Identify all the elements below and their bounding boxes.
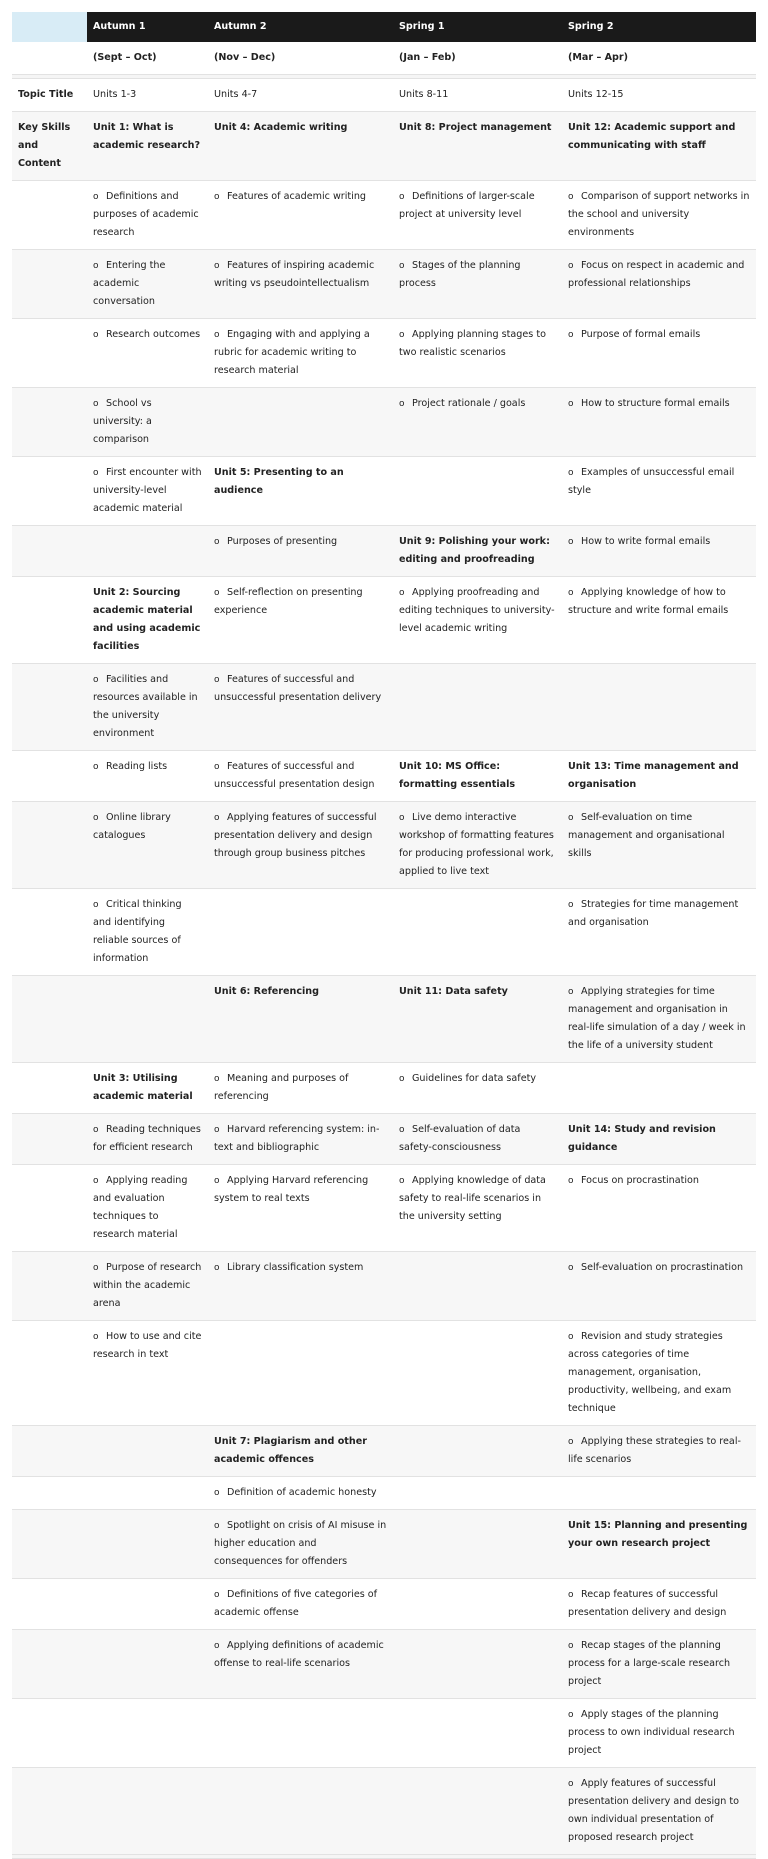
table-cell bbox=[87, 319, 208, 388]
bullet-icon: o bbox=[93, 192, 99, 202]
table-cell bbox=[393, 1477, 562, 1510]
table-row bbox=[12, 1579, 756, 1630]
table-cell bbox=[562, 1063, 756, 1114]
unit-heading: Unit 3: Utilising academic material bbox=[93, 1073, 193, 1102]
list-item-text: Recap features of successful presentation delivery and design bbox=[568, 1589, 727, 1618]
table-row bbox=[12, 112, 756, 181]
row-label-cell bbox=[12, 889, 87, 976]
bullet-icon: o bbox=[214, 1074, 220, 1084]
unit-heading: Unit 6: Referencing bbox=[214, 986, 320, 997]
table-cell bbox=[393, 976, 562, 1063]
table-cell bbox=[393, 577, 562, 664]
list-item-text: Applying definitions of academic offense to real-life scenarios bbox=[214, 1640, 384, 1669]
dates-autumn-2: (Nov – Dec) bbox=[208, 42, 393, 75]
list-item-text: Strategies for time management and organisation bbox=[568, 899, 739, 928]
table-cell bbox=[393, 1165, 562, 1252]
bullet-icon: o bbox=[399, 1176, 405, 1186]
table-row bbox=[12, 751, 756, 802]
bullet-icon: o bbox=[568, 1779, 574, 1789]
table-cell bbox=[208, 1768, 393, 1855]
bullet-icon: o bbox=[214, 813, 220, 823]
list-item-text: Live demo interactive workshop of formatting features for producing professional work, applied to live text bbox=[399, 812, 554, 877]
table-cell bbox=[208, 1321, 393, 1426]
term-dates-row bbox=[12, 42, 756, 75]
table-cell bbox=[208, 250, 393, 319]
table-row bbox=[12, 1063, 756, 1114]
table-cell bbox=[87, 802, 208, 889]
bullet-icon: o bbox=[214, 192, 220, 202]
key-skills-label: Key Skills and Content bbox=[12, 112, 87, 181]
bullet-icon: o bbox=[568, 1332, 574, 1342]
row-label-cell bbox=[12, 1114, 87, 1165]
bullet-icon: o bbox=[399, 399, 405, 409]
table-cell bbox=[87, 1699, 208, 1768]
bullet-icon: o bbox=[568, 1710, 574, 1720]
dates-spring-2: (Mar – Apr) bbox=[562, 42, 756, 75]
list-item-text: Reading lists bbox=[106, 761, 168, 772]
row-label-cell bbox=[12, 319, 87, 388]
table-row bbox=[12, 802, 756, 889]
list-item-text: Applying proofreading and editing techniques to university-level academic writing bbox=[399, 587, 555, 634]
bullet-icon: o bbox=[93, 1176, 99, 1186]
list-item-text: Applying reading and evaluation techniques to research material bbox=[93, 1175, 188, 1240]
table-cell bbox=[208, 1579, 393, 1630]
list-item-text: Purposes of presenting bbox=[227, 536, 338, 547]
list-item-text: Definitions of five categories of academic offense bbox=[214, 1589, 378, 1618]
bullet-icon: o bbox=[568, 813, 574, 823]
table-cell bbox=[562, 1768, 756, 1855]
row-label-cell bbox=[12, 1165, 87, 1252]
list-item-text: Applying Harvard referencing system to real texts bbox=[214, 1175, 369, 1204]
bullet-icon: o bbox=[568, 987, 574, 997]
table-row bbox=[12, 1477, 756, 1510]
row-label-cell bbox=[12, 751, 87, 802]
bullet-icon: o bbox=[214, 1176, 220, 1186]
table-cell bbox=[393, 112, 562, 181]
row-label-cell bbox=[12, 1510, 87, 1579]
table-cell bbox=[208, 319, 393, 388]
bullet-icon: o bbox=[214, 330, 220, 340]
table-cell bbox=[562, 1699, 756, 1768]
bullet-icon: o bbox=[568, 1437, 574, 1447]
table-cell bbox=[87, 889, 208, 976]
bullet-icon: o bbox=[214, 588, 220, 598]
table-cell bbox=[562, 802, 756, 889]
bullet-icon: o bbox=[93, 330, 99, 340]
table-cell bbox=[393, 526, 562, 577]
table-cell bbox=[208, 1630, 393, 1699]
term-autumn-1: Autumn 1 bbox=[87, 12, 208, 42]
table-cell bbox=[87, 526, 208, 577]
list-item-text: Features of inspiring academic writing vs pseudointellectualism bbox=[214, 260, 375, 289]
list-item-text: Online library catalogues bbox=[93, 812, 171, 841]
bullet-icon: o bbox=[399, 1125, 405, 1135]
bullet-icon: o bbox=[214, 1125, 220, 1135]
table-cell bbox=[562, 976, 756, 1063]
table-cell bbox=[208, 577, 393, 664]
list-item-text: Research outcomes bbox=[106, 329, 201, 340]
table-cell bbox=[208, 751, 393, 802]
unit-heading: Unit 1: What is academic research? bbox=[93, 122, 201, 151]
bullet-icon: o bbox=[568, 588, 574, 598]
list-item-text: Stages of the planning process bbox=[399, 260, 521, 289]
list-item-text: Focus on respect in academic and professional relationships bbox=[568, 260, 745, 289]
list-item-text: Meaning and purposes of referencing bbox=[214, 1073, 349, 1102]
list-item-text: Recap stages of the planning process for a large-scale research project bbox=[568, 1640, 731, 1687]
list-item-text: Definitions of larger-scale project at university level bbox=[399, 191, 535, 220]
bullet-icon: o bbox=[214, 1590, 220, 1600]
bullet-icon: o bbox=[568, 1590, 574, 1600]
table-cell bbox=[393, 1252, 562, 1321]
table-cell bbox=[562, 889, 756, 976]
bullet-icon: o bbox=[568, 468, 574, 478]
list-item-text: Features of successful and unsuccessful presentation delivery bbox=[214, 674, 382, 703]
table-cell bbox=[393, 1630, 562, 1699]
list-item-text: Guidelines for data safety bbox=[412, 1073, 537, 1084]
list-item-text: Project rationale / goals bbox=[412, 398, 526, 409]
row-label-cell bbox=[12, 388, 87, 457]
row-label-cell bbox=[12, 1063, 87, 1114]
table-row bbox=[12, 1630, 756, 1699]
table-cell bbox=[208, 526, 393, 577]
list-item-text: Applying these strategies to real-life scenarios bbox=[568, 1436, 741, 1465]
table-row bbox=[12, 976, 756, 1063]
table-row bbox=[12, 1165, 756, 1252]
table-cell bbox=[87, 1630, 208, 1699]
term-header-row bbox=[12, 12, 756, 42]
list-item-text: How to use and cite research in text bbox=[93, 1331, 202, 1360]
list-item-text: Self-evaluation of data safety-consciousness bbox=[399, 1124, 521, 1153]
unit-heading: Unit 10: MS Office: formatting essentials bbox=[399, 761, 516, 790]
table-cell bbox=[87, 250, 208, 319]
table-cell bbox=[562, 526, 756, 577]
unit-heading: Unit 14: Study and revision guidance bbox=[568, 1124, 716, 1153]
table-row bbox=[12, 457, 756, 526]
dates-label-cell bbox=[12, 42, 87, 75]
table-cell bbox=[87, 181, 208, 250]
table-row bbox=[12, 250, 756, 319]
row-label-cell bbox=[12, 181, 87, 250]
topic-title-row bbox=[12, 79, 756, 112]
unit-heading: Unit 5: Presenting to an audience bbox=[214, 467, 344, 496]
table-cell bbox=[393, 1699, 562, 1768]
list-item-text: Engaging with and applying a rubric for academic writing to research material bbox=[214, 329, 370, 376]
bullet-icon: o bbox=[93, 900, 99, 910]
row-label-cell bbox=[12, 976, 87, 1063]
table-cell bbox=[393, 1114, 562, 1165]
table-cell bbox=[87, 1165, 208, 1252]
table-cell bbox=[562, 457, 756, 526]
row-label-cell bbox=[12, 1768, 87, 1855]
curriculum-table-wrapper bbox=[12, 12, 756, 1859]
header-corner-cell bbox=[12, 12, 87, 42]
bullet-icon: o bbox=[399, 330, 405, 340]
table-cell bbox=[208, 388, 393, 457]
table-cell bbox=[87, 112, 208, 181]
row-label-cell bbox=[12, 577, 87, 664]
table-cell bbox=[87, 1321, 208, 1426]
table-row bbox=[12, 889, 756, 976]
table-cell bbox=[562, 1165, 756, 1252]
table-cell bbox=[562, 1510, 756, 1579]
table-cell bbox=[87, 751, 208, 802]
table-cell bbox=[208, 1510, 393, 1579]
row-label-cell bbox=[12, 250, 87, 319]
unit-heading: Unit 12: Academic support and communicating with staff bbox=[568, 122, 736, 151]
bullet-icon: o bbox=[214, 1263, 220, 1273]
table-cell bbox=[208, 1426, 393, 1477]
row-label-cell bbox=[12, 1321, 87, 1426]
table-row bbox=[12, 1768, 756, 1855]
topic-spring-1: Units 8-11 bbox=[393, 79, 562, 112]
table-cell bbox=[393, 1579, 562, 1630]
term-spring-1: Spring 1 bbox=[393, 12, 562, 42]
list-item-text: Purpose of formal emails bbox=[581, 329, 701, 340]
table-cell bbox=[208, 1114, 393, 1165]
list-item-text: How to write formal emails bbox=[581, 536, 711, 547]
table-cell bbox=[87, 664, 208, 751]
row-label-cell bbox=[12, 1426, 87, 1477]
table-cell bbox=[393, 664, 562, 751]
table-cell bbox=[562, 751, 756, 802]
table-cell bbox=[87, 577, 208, 664]
table-cell bbox=[562, 319, 756, 388]
table-cell bbox=[208, 112, 393, 181]
table-cell bbox=[208, 457, 393, 526]
table-row bbox=[12, 1510, 756, 1579]
list-item-text: Applying knowledge of how to structure and write formal emails bbox=[568, 587, 729, 616]
list-item-text: Focus on procrastination bbox=[581, 1175, 700, 1186]
table-cell bbox=[87, 388, 208, 457]
list-item-text: Harvard referencing system: in-text and bibliographic bbox=[214, 1124, 380, 1153]
unit-heading: Unit 15: Planning and presenting your own research project bbox=[568, 1520, 748, 1549]
term-autumn-2: Autumn 2 bbox=[208, 12, 393, 42]
table-cell bbox=[393, 802, 562, 889]
table-cell bbox=[562, 1579, 756, 1630]
row-label-cell bbox=[12, 457, 87, 526]
bullet-icon: o bbox=[93, 813, 99, 823]
list-item-text: Examples of unsuccessful email style bbox=[568, 467, 735, 496]
list-item-text: Self-reflection on presenting experience bbox=[214, 587, 363, 616]
bullet-icon: o bbox=[93, 261, 99, 271]
row-label-cell bbox=[12, 526, 87, 577]
table-cell bbox=[87, 1579, 208, 1630]
table-cell bbox=[208, 1699, 393, 1768]
table-cell bbox=[208, 889, 393, 976]
list-item-text: Purpose of research within the academic arena bbox=[93, 1262, 202, 1309]
list-item-text: Facilities and resources available in the university environment bbox=[93, 674, 198, 739]
list-item-text: Library classification system bbox=[227, 1262, 364, 1273]
list-item-text: Self-evaluation on time management and organisational skills bbox=[568, 812, 725, 859]
table-cell bbox=[87, 1063, 208, 1114]
bullet-icon: o bbox=[214, 675, 220, 685]
table-cell bbox=[562, 1321, 756, 1426]
table-cell bbox=[208, 1477, 393, 1510]
table-cell bbox=[562, 577, 756, 664]
list-item-text: Applying knowledge of data safety to real-life scenarios in the university setting bbox=[399, 1175, 546, 1222]
table-cell bbox=[393, 250, 562, 319]
table-cell bbox=[562, 1477, 756, 1510]
list-item-text: Revision and study strategies across categories of time management, organisation, productivity, wellbeing, and exam technique bbox=[568, 1331, 732, 1414]
list-item-text: Features of academic writing bbox=[227, 191, 367, 202]
bullet-icon: o bbox=[568, 399, 574, 409]
bullet-icon: o bbox=[568, 330, 574, 340]
table-cell bbox=[562, 1426, 756, 1477]
bullet-icon: o bbox=[214, 1641, 220, 1651]
table-cell bbox=[562, 1114, 756, 1165]
table-cell bbox=[393, 181, 562, 250]
bullet-icon: o bbox=[568, 1641, 574, 1651]
table-cell bbox=[393, 319, 562, 388]
table-cell bbox=[393, 889, 562, 976]
table-cell bbox=[393, 388, 562, 457]
curriculum-table bbox=[12, 12, 756, 1859]
table-cell bbox=[208, 976, 393, 1063]
table-cell bbox=[87, 1252, 208, 1321]
table-cell bbox=[208, 664, 393, 751]
table-cell bbox=[562, 181, 756, 250]
table-cell bbox=[208, 1063, 393, 1114]
list-item-text: Applying planning stages to two realistic scenarios bbox=[399, 329, 546, 358]
table-row bbox=[12, 526, 756, 577]
unit-heading: Unit 7: Plagiarism and other academic offences bbox=[214, 1436, 367, 1465]
unit-heading: Unit 9: Polishing your work: editing and proofreading bbox=[399, 536, 550, 565]
table-row bbox=[12, 1114, 756, 1165]
list-item-text: Entering the academic conversation bbox=[93, 260, 166, 307]
bullet-icon: o bbox=[568, 192, 574, 202]
unit-heading: Unit 2: Sourcing academic material and using academic facilities bbox=[93, 587, 201, 652]
table-cell bbox=[208, 181, 393, 250]
table-cell bbox=[393, 1768, 562, 1855]
table-cell bbox=[562, 1630, 756, 1699]
table-cell bbox=[393, 1321, 562, 1426]
table-cell bbox=[208, 802, 393, 889]
row-label-cell bbox=[12, 1252, 87, 1321]
dates-spring-1: (Jan – Feb) bbox=[393, 42, 562, 75]
table-cell bbox=[87, 457, 208, 526]
table-cell bbox=[393, 1426, 562, 1477]
bullet-icon: o bbox=[93, 675, 99, 685]
table-cell bbox=[87, 1510, 208, 1579]
table-cell bbox=[562, 112, 756, 181]
topic-autumn-2: Units 4-7 bbox=[208, 79, 393, 112]
table-cell bbox=[562, 664, 756, 751]
topic-autumn-1: Units 1-3 bbox=[87, 79, 208, 112]
bullet-icon: o bbox=[93, 468, 99, 478]
table-cell bbox=[562, 388, 756, 457]
table-row bbox=[12, 319, 756, 388]
bullet-icon: o bbox=[214, 1521, 220, 1531]
table-row bbox=[12, 1252, 756, 1321]
table-row bbox=[12, 1426, 756, 1477]
row-label-cell bbox=[12, 1579, 87, 1630]
table-cell bbox=[393, 1063, 562, 1114]
list-item-text: School vs university: a comparison bbox=[93, 398, 152, 445]
bullet-icon: o bbox=[568, 537, 574, 547]
bullet-icon: o bbox=[399, 588, 405, 598]
unit-heading: Unit 8: Project management bbox=[399, 122, 552, 133]
row-label-cell bbox=[12, 1477, 87, 1510]
table-cell bbox=[393, 457, 562, 526]
bullet-icon: o bbox=[214, 261, 220, 271]
list-item-text: Critical thinking and identifying reliable sources of information bbox=[93, 899, 182, 964]
term-spring-2: Spring 2 bbox=[562, 12, 756, 42]
table-cell bbox=[208, 1165, 393, 1252]
list-item-text: Comparison of support networks in the school and university environments bbox=[568, 191, 750, 238]
list-item-text: Self-evaluation on procrastination bbox=[581, 1262, 744, 1273]
table-row bbox=[12, 388, 756, 457]
bullet-icon: o bbox=[214, 762, 220, 772]
table-cell bbox=[562, 250, 756, 319]
list-item-text: Features of successful and unsuccessful presentation design bbox=[214, 761, 375, 790]
list-item-text: How to structure formal emails bbox=[581, 398, 730, 409]
row-label-cell bbox=[12, 1630, 87, 1699]
bullet-icon: o bbox=[399, 192, 405, 202]
topic-spring-2: Units 12-15 bbox=[562, 79, 756, 112]
bullet-icon: o bbox=[93, 1125, 99, 1135]
unit-heading: Unit 11: Data safety bbox=[399, 986, 508, 997]
table-row bbox=[12, 577, 756, 664]
bullet-icon: o bbox=[214, 537, 220, 547]
table-row bbox=[12, 664, 756, 751]
list-item-text: Definition of academic honesty bbox=[227, 1487, 377, 1498]
unit-heading: Unit 13: Time management and organisation bbox=[568, 761, 739, 790]
table-cell bbox=[393, 751, 562, 802]
list-item-text: Apply stages of the planning process to own individual research project bbox=[568, 1709, 735, 1756]
bullet-icon: o bbox=[399, 261, 405, 271]
list-item-text: Applying strategies for time management and organisation in real-life simulation of a day / week in the life of a university student bbox=[568, 986, 746, 1051]
table-cell bbox=[87, 976, 208, 1063]
table-cell bbox=[87, 1477, 208, 1510]
row-label-cell bbox=[12, 664, 87, 751]
dates-autumn-1: (Sept – Oct) bbox=[87, 42, 208, 75]
bullet-icon: o bbox=[568, 1263, 574, 1273]
bullet-icon: o bbox=[93, 1332, 99, 1342]
bullet-icon: o bbox=[568, 261, 574, 271]
curriculum-body bbox=[12, 75, 756, 1859]
topic-title-label: Topic Title bbox=[12, 79, 87, 112]
table-cell bbox=[393, 1510, 562, 1579]
list-item-text: First encounter with university-level academic material bbox=[93, 467, 202, 514]
table-row bbox=[12, 1321, 756, 1426]
bullet-icon: o bbox=[214, 1488, 220, 1498]
bullet-icon: o bbox=[399, 813, 405, 823]
table-cell bbox=[208, 1252, 393, 1321]
table-row bbox=[12, 181, 756, 250]
bullet-icon: o bbox=[399, 1074, 405, 1084]
bullet-icon: o bbox=[568, 900, 574, 910]
list-item-text: Spotlight on crisis of AI misuse in higher education and consequences for offenders bbox=[214, 1520, 387, 1567]
table-cell bbox=[562, 1252, 756, 1321]
table-cell bbox=[87, 1426, 208, 1477]
table-cell bbox=[87, 1114, 208, 1165]
spacer-row bbox=[12, 1855, 756, 1859]
list-item-text: Applying features of successful presentation delivery and design through group business pitches bbox=[214, 812, 377, 859]
row-label-cell bbox=[12, 1699, 87, 1768]
list-item-text: Apply features of successful presentation delivery and design to own individual presentation of proposed research project bbox=[568, 1778, 739, 1843]
list-item-text: Definitions and purposes of academic research bbox=[93, 191, 199, 238]
bullet-icon: o bbox=[93, 762, 99, 772]
row-label-cell bbox=[12, 802, 87, 889]
unit-heading: Unit 4: Academic writing bbox=[214, 122, 348, 133]
table-cell bbox=[87, 1768, 208, 1855]
table-row bbox=[12, 1699, 756, 1768]
bullet-icon: o bbox=[568, 1176, 574, 1186]
bullet-icon: o bbox=[93, 1263, 99, 1273]
list-item-text: Reading techniques for efficient research bbox=[93, 1124, 201, 1153]
bullet-icon: o bbox=[93, 399, 99, 409]
